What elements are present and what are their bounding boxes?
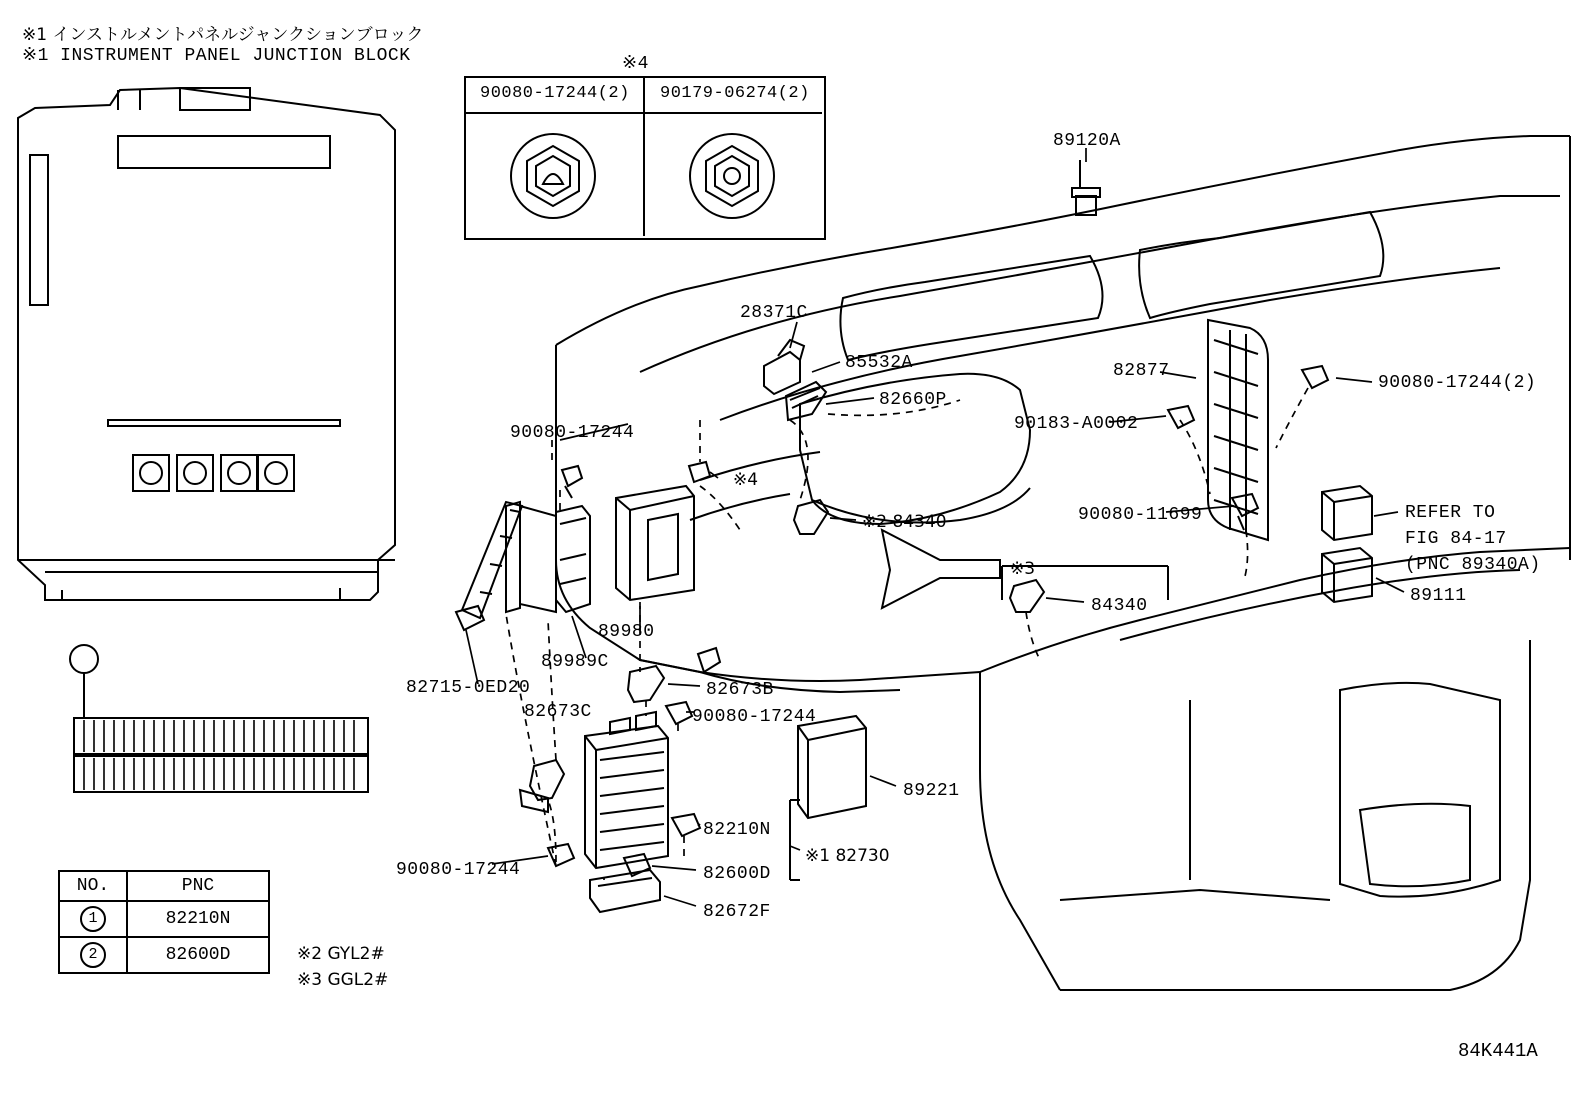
legend-header-pnc: PNC <box>127 871 269 901</box>
legend-no-2 <box>59 937 127 973</box>
callout-84340-upper: ※2 84340 <box>862 512 947 532</box>
legend-pnc-1: 82210N <box>127 901 269 937</box>
callout-note-3: ※3 <box>1010 559 1036 579</box>
callout-90080-11699: 90080-11699 <box>1078 505 1203 525</box>
callout-90080-17244-a: 90080-17244 <box>510 423 635 443</box>
callout-89120A: 89120A <box>1053 131 1121 151</box>
legend-header-no: NO. <box>59 871 127 901</box>
legend-table <box>58 870 270 974</box>
title-japanese: ※1 インストルメントパネルジャンクションブロック <box>22 25 424 45</box>
legend-no-1 <box>59 901 127 937</box>
legend-header-row <box>59 871 269 901</box>
bolt-col-2: 90179-06274(2) <box>660 84 810 103</box>
callout-82673B: 82673B <box>706 680 774 700</box>
bolt-col-1: 90080-17244(2) <box>480 84 630 103</box>
circle-number-1: 1 <box>80 906 106 932</box>
callout-90080-17244-c: 90080-17244 <box>396 860 521 880</box>
callout-89980: 89980 <box>598 622 655 642</box>
callout-pnc-89340A: (PNC 89340A) <box>1405 555 1541 575</box>
callout-82673C: 82673C <box>524 702 592 722</box>
note-ggl2: ※3 GGL2# <box>297 970 389 990</box>
callout-82600D: 82600D <box>703 864 771 884</box>
callout-89221: 89221 <box>903 781 960 801</box>
title-english: ※1 INSTRUMENT PANEL JUNCTION BLOCK <box>22 46 411 66</box>
callout-refer-to: REFER TO <box>1405 503 1496 523</box>
figure-code: 84K441A <box>1458 1040 1538 1062</box>
legend-pnc-2: 82600D <box>127 937 269 973</box>
callout-28371C: 28371C <box>740 303 808 323</box>
callout-84340-lower: 84340 <box>1091 596 1148 616</box>
callout-89111: 89111 <box>1410 586 1467 606</box>
callout-82672F: 82672F <box>703 902 771 922</box>
bolt-table-note: ※4 <box>622 54 649 74</box>
callout-90183-A0002: 90183-A0002 <box>1014 414 1139 434</box>
callout-82715-0ED20: 82715-0ED20 <box>406 678 531 698</box>
circle-number-2: 2 <box>80 942 106 968</box>
callout-90080-17244-2: 90080-17244(2) <box>1378 373 1537 393</box>
callout-90080-17244-b: 90080-17244 <box>692 707 817 727</box>
callout-fig-84-17: FIG 84-17 <box>1405 529 1507 549</box>
callout-note-4: ※4 <box>733 470 759 490</box>
callout-82210N: 82210N <box>703 820 771 840</box>
callout-82660P: 82660P <box>879 390 947 410</box>
legend-row <box>59 901 269 937</box>
callout-82877: 82877 <box>1113 361 1170 381</box>
bolt-table-divider <box>643 76 645 236</box>
callout-82730: ※1 82730 <box>805 846 890 866</box>
callout-85532A: 85532A <box>845 353 913 373</box>
note-gyl2: ※2 GYL2# <box>297 944 385 964</box>
callout-89989C: 89989C <box>541 652 609 672</box>
legend-row <box>59 937 269 973</box>
